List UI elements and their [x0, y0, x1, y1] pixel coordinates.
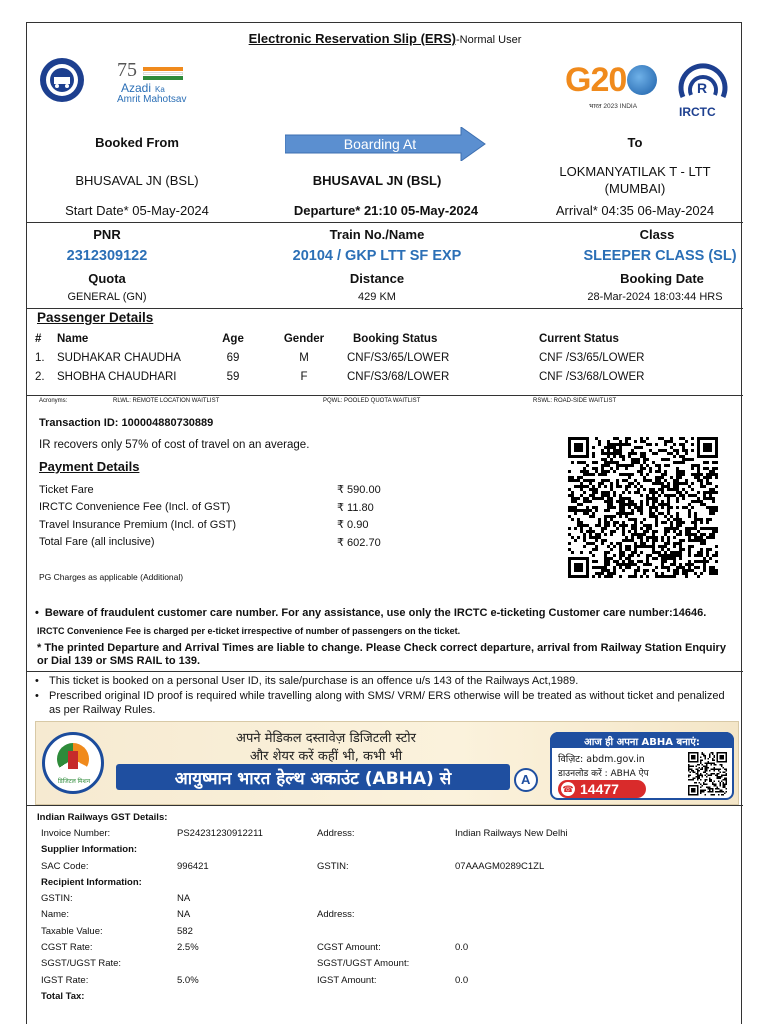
boarding-label: Boarding At — [343, 136, 417, 152]
azadi-ka-amrit-mahotsav-logo: 75 Azadi Ka Amrit Mahotsav — [117, 59, 187, 105]
passenger-details-title: Passenger Details — [37, 310, 154, 325]
class-label: Class — [639, 227, 675, 242]
passenger-table-header: # Name Age Gender Booking Status Current Status — [35, 332, 619, 345]
passenger-table — [35, 329, 689, 386]
abha-info-title: आज ही अपना ABHA बनाएं: — [584, 737, 700, 748]
distance-label: Distance — [349, 271, 405, 286]
table-row: Total Fare (all inclusive) ₹ 602.70 — [39, 536, 381, 549]
train-label: Train No./Name — [329, 227, 425, 242]
table-row: Name: NA Address: — [41, 909, 355, 921]
table-row: IRCTC Convenience Fee (Incl. of GST) ₹ 11.80 — [39, 501, 374, 514]
abha-qr-code — [688, 752, 728, 796]
pnr-label: PNR — [93, 227, 121, 242]
table-row: 2. SHOBHA CHAUDHARI 59 F CNF/S3/68/LOWER CNF /S3/68/LOWER — [35, 370, 645, 383]
table-row: SGST/UGST Rate: SGST/UGST Amount: — [41, 958, 410, 970]
start-date: Start Date* 05-May-2024 — [65, 203, 209, 218]
boarding-arrow — [285, 127, 487, 161]
globe-icon — [627, 65, 657, 95]
helpline-badge[interactable] — [558, 780, 646, 798]
irctc-logo: R IRCTC — [673, 63, 733, 123]
quota-value: GENERAL (GN) — [67, 291, 147, 303]
personal-id-notice: • This ticket is booked on a personal User ID, its sale/purchase is an offence u/s 143 of the Railways Act,1989. — [35, 675, 579, 687]
recipient-info-label: Recipient Information: — [41, 876, 142, 888]
departure: Departure* 21:10 05-May-2024 — [293, 203, 479, 218]
total-tax-label: Total Tax: — [41, 990, 85, 1002]
to-label: To — [627, 135, 643, 150]
to-station-line1: LOKMANYATILAK T - LTT — [559, 164, 711, 179]
fraud-notice: • Beware of fraudulent customer care number. For any assistance, use only the IRCTC e-ticketing Customer care number:14646. — [35, 607, 707, 619]
supplier-info-label: Supplier Information: — [41, 844, 138, 856]
g20-logo: G20 भारत 2023 INDIA — [565, 61, 661, 111]
booked-from-label: Booked From — [95, 135, 179, 150]
acronym-pqwl: PQWL: POOLED QUOTA WAITLIST — [323, 398, 421, 404]
table-row: Travel Insurance Premium (Incl. of GST) ₹ 0.90 — [39, 518, 369, 532]
table-row: CGST Rate: 2.5% CGST Amount: 0.0 — [41, 942, 469, 954]
id-proof-notice: • Prescribed original ID proof is required while travelling along with SMS/ VRM/ ERS otherwise will be treated as without ticket and penalized as per Railway Rules. — [35, 690, 725, 716]
abha-banner[interactable] — [35, 721, 739, 805]
acronym-rswl: RSWL: ROAD-SIDE WAITLIST — [533, 398, 617, 404]
table-row: Taxable Value: 582 — [41, 925, 193, 937]
timing-notice: * The printed Departure and Arrival Times are liable to change. Please Check correct departure, arrival from Railway Station Enquiry or Dial 139 or SMS RAIL to 139. — [37, 642, 726, 667]
table-row: 1. SUDHAKAR CHAUDHA 69 M CNF/S3/65/LOWER CNF /S3/65/LOWER — [35, 351, 645, 364]
table-row: GSTIN: NA — [41, 893, 191, 905]
booking-date-label: Booking Date — [620, 271, 704, 286]
quota-label: Quota — [88, 271, 126, 286]
helpline-number: 14477 — [580, 781, 619, 797]
distance-value: 429 KM — [358, 291, 396, 303]
banner-headline: आयुष्मान भारत हेल्थ अकाउंट (ABHA) से — [174, 769, 452, 789]
ticket-qr-code — [568, 437, 720, 579]
indian-railways-logo-icon — [39, 57, 85, 103]
arrival: Arrival* 04:35 06-May-2024 — [555, 203, 715, 218]
ndhm-logo-icon: डिजिटल मिशन — [42, 732, 104, 794]
pg-charges-note: PG Charges as applicable (Additional) — [39, 572, 184, 582]
abha-visit[interactable]: विज़िट: abdm.gov.in — [558, 754, 645, 765]
ir-recovery-note: IR recovers only 57% of cost of travel on an average. — [39, 439, 310, 451]
abha-download: डाउनलोड करें : ABHA ऐप — [558, 769, 649, 779]
table-row: Ticket Fare ₹ 590.00 — [39, 483, 381, 497]
to-station-line2: (MUMBAI) — [604, 181, 666, 196]
transaction-id: Transaction ID: 100004880730889 — [39, 417, 214, 429]
gst-title: Indian Railways GST Details: — [37, 811, 168, 823]
acronyms-label: Acronyms: — [39, 398, 68, 404]
ers-sheet — [26, 22, 742, 1024]
abha-headline-strip — [116, 764, 510, 790]
table-row: Invoice Number: PS24231230912211 Address: Indian Railways New Delhi — [41, 827, 568, 839]
phone-icon: ☎ — [562, 784, 574, 794]
booking-date-value: 28-Mar-2024 18:03:44 HRS — [587, 291, 723, 303]
svg-text:R: R — [697, 80, 708, 96]
irctc-emblem-icon — [673, 63, 733, 105]
banner-line2: और शेयर करें कहीं भी, कभी भी — [249, 749, 403, 764]
pnr-value: 2312309122 — [66, 248, 148, 264]
table-row: SAC Code: 996421 GSTIN: 07AAAGM0289C1ZL — [41, 860, 545, 872]
boarding-station: BHUSAVAL JN (BSL) — [312, 173, 442, 188]
acronym-rlwl: RLWL: REMOTE LOCATION WAITLIST — [113, 398, 220, 404]
gst-details-table — [37, 809, 715, 1005]
abha-app-icon: A — [514, 768, 538, 792]
table-row: IGST Rate: 5.0% IGST Amount: 0.0 — [41, 974, 469, 986]
title-text: Electronic Reservation Slip (ERS) — [248, 31, 456, 46]
abha-info-box[interactable] — [550, 732, 734, 800]
banner-line1: अपने मेडिकल दस्तावेज़ डिजिटली स्टोर — [236, 731, 416, 746]
user-type: -Normal User — [455, 34, 522, 46]
payment-details-title: Payment Details — [39, 459, 140, 474]
class-value: SLEEPER CLASS (SL) — [583, 248, 737, 264]
train-value: 20104 / GKP LTT SF EXP — [292, 248, 462, 264]
convenience-fee-notice: IRCTC Convenience Fee is charged per e-ticket irrespective of number of passengers on the ticket. — [37, 626, 461, 636]
page-title — [27, 31, 743, 46]
payment-table — [39, 481, 381, 551]
from-station: BHUSAVAL JN (BSL) — [75, 173, 199, 188]
